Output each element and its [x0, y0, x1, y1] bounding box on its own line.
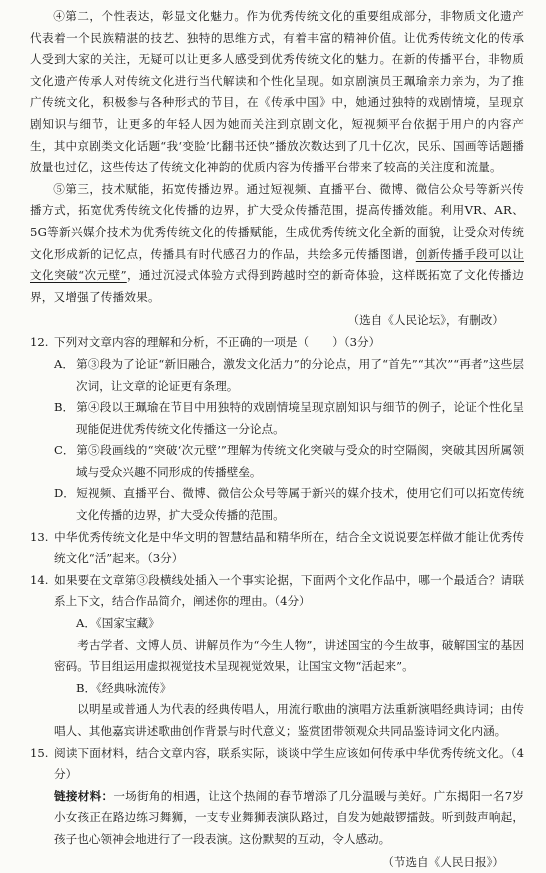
linked-material-text: 一场街角的相遇，让这个热闹的春节增添了几分温暖与美好。广东揭阳一名7岁小女孩正在路边练习舞狮，一支专业舞狮表演队路过，自发为她敲锣擂鼓。听到鼓声响起，孩子也心领神会地进行了一段表演。这份默契的互动，令人感动。 — [54, 788, 524, 846]
option-text: 第③段为了论证“新旧融合，激发文化活力”的分论点，用了“首先”“其次”“再者”这些层次词，让文章的论证更有条理。 — [76, 356, 524, 393]
question-12-text: 下列对文章内容的理解和分析，不正确的一项是（ ）（3分） — [54, 335, 381, 350]
option-label: C． — [54, 443, 75, 458]
linked-material-source: （节选自《人民日报》） — [382, 854, 504, 869]
question-12-number: 12. — [30, 335, 49, 350]
question-13-text: 中华优秀传统文化是中华文明的智慧结晶和精华所在，结合全文说说要怎样做才能让优秀传统文化“活”起来。（3分） — [54, 529, 524, 566]
question-15-number: 15. — [30, 745, 49, 760]
question-14-text: 如果要在文章第③段横线处插入一个事实论据，下面两个文化作品中，哪一个最适合？请联系上下文，结合作品简介，阐述你的理由。（4分） — [54, 572, 524, 609]
paragraph-5-text-start: ⑤第三，技术赋能，拓宽传播边界。通过短视频、直播平台、微博、微信公众号等新兴传播方式，拓宽优秀传统文化传播的边界，扩大受众传播范围，提高传播效能。利用VR、AR、5G等新兴媒介技术为优秀传统文化的传播赋能，生成优秀传统文化全新的面貌，让受众对传统文化形成新的记忆点，传播具有时代感召力的作品，共绘多元传播图谱， — [30, 181, 524, 261]
option-label: A． — [54, 356, 74, 371]
paragraph-5-text-end: ，通过沉浸式体验方式得到跨越时空的新奇体验，这样既拓宽了文化传播边界，又增强了传播效果。 — [30, 268, 524, 304]
question-14-work-b-description: 以明星或普通人为代表的经典传唱人，用流行歌曲的演唱方法重新演唱经典诗词；由传唱人、其他嘉宾讲述歌曲创作背景与时代意义；鉴赏团带领观众共同品鉴诗词文化内涵。 — [54, 702, 524, 738]
question-15-text: 阅读下面材料，结合文章内容，联系实际，谈谈中学生应该如何传承中华优秀传统文化。（4分） — [54, 745, 524, 782]
question-14-number: 14. — [30, 572, 49, 587]
option-text: 第④段以王珮瑜在节目中用独特的戏剧情境呈现京剧知识与细节的例子，论证个性化呈现能促进优秀传统文化传播这一分论点。 — [76, 400, 524, 436]
question-12-option-d — [30, 483, 524, 526]
question-15-stem — [30, 743, 524, 786]
question-12-stem — [30, 332, 524, 354]
linked-material — [30, 786, 524, 851]
question-13-number: 13. — [30, 529, 49, 544]
question-14-work-a-description: 考古学者、文博人员、讲解员作为“今生人物”，讲述国宝的今生故事，破解国宝的基因密码。节目组运用虚拟视觉技术呈现视觉效果，让国宝文物“活起来”。 — [54, 637, 524, 674]
option-text: 短视频、直播平台、微博、微信公众号等属于新兴的媒介技术，使用它们可以拓宽传统文化传播的边界，扩大受众传播的范围。 — [76, 486, 524, 523]
linked-material-label: 链接材料： — [54, 788, 114, 803]
question-12-option-b — [30, 397, 524, 440]
option-label: D． — [54, 486, 75, 501]
passage-paragraph-4: ④第二，个性表达，彰显文化魅力。作为优秀传统文化的重要组成部分，非物质文化遗产代表着一个民族精湛的技艺、独特的思维方式，有着丰富的精神价值。让优秀传统文化的传承人受到大家的关注，无疑可以让更多人感受到优秀传统文化的魅力。在新的传播平台，非物质文化遗产传承人对传统文化进行当代解读和个性化呈现。如京剧演员王珮瑜亲力亲为，为了推广传统文化，积极参与各种形式的节目，在《传承中国》中，她通过独特的戏剧情境，呈现京剧知识与细节，让更多的年轻人因为她而关注到京剧文化，短视频平台依据于用户的内容产生，其中京剧类文化话题“我‘变脸’比翻书还快”播放次数达到了几十亿次，民乐、国画等话题播放量也过亿，这些传达了传统文化神韵的优质内容为传播平台带来了较高的关注度和流量。 — [30, 9, 524, 175]
option-text: 第⑤段画线的“突破‘次元壁’”理解为传统文化突破与受众的时空隔阂，突破其因所属领域与受众兴趣不同形成的传播壁垒。 — [76, 443, 524, 479]
question-12-option-c — [30, 440, 524, 483]
option-label: B． — [54, 400, 75, 415]
question-14-stem — [30, 570, 524, 613]
underlined-sentence: 创新传播手段可以让文化突破“次元壁” — [30, 246, 524, 283]
passage-paragraph-5 — [30, 179, 524, 309]
question-14-work-b-title: B．《经典咏流传》 — [76, 680, 172, 695]
passage-source: （选自《人民论坛》，有删改） — [347, 313, 504, 328]
question-13-stem — [30, 527, 524, 570]
question-12-option-a — [30, 354, 524, 397]
question-14-work-a-title: A．《国家宝藏》 — [76, 616, 160, 631]
